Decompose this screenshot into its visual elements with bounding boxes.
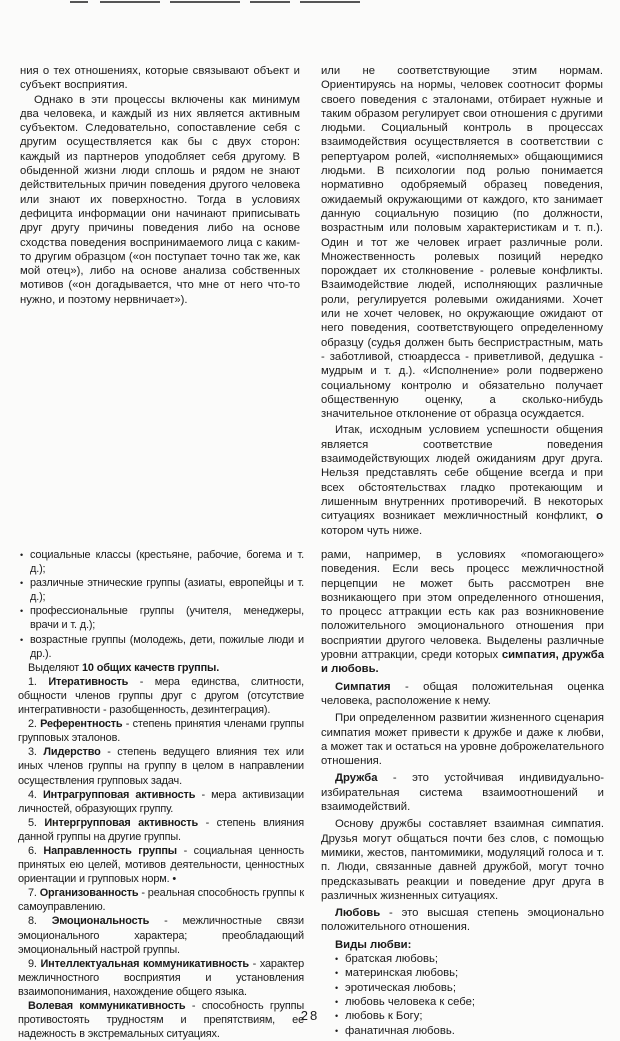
quality-item	[18, 914, 304, 956]
top-left-column	[20, 64, 300, 307]
love-types-heading	[321, 938, 604, 952]
quality-description: - степень ведущего влияния тех или иных членов группы на группу в целом в направлении осуществления групповых задач.	[18, 746, 304, 787]
quality-description: - мера активизации личностей, образующих группу.	[18, 788, 304, 815]
quality-description: - социальная ценность принятых ею целей, мотивов деятельности, ценностных ориентации и групповых норм. •	[18, 844, 304, 886]
love-types-list	[321, 952, 604, 1038]
list-item: • профессиональные группы (учителя, менеджеры, врачи и т. д.);	[18, 604, 304, 632]
quality-number: 6.	[28, 844, 37, 857]
quality-item	[18, 675, 304, 717]
quality-description: - степень принятия членами группы групповых эталонов.	[18, 718, 304, 745]
quality-description: - реальная способность группы к самоуправлению.	[18, 887, 304, 914]
quality-number: 8.	[28, 915, 37, 928]
bottom-right-column	[321, 548, 604, 1038]
quality-description: - межличностные связи эмоционального характера; преобладающий эмоциональный настрой группы.	[18, 915, 304, 956]
quality-description: - способность группы противостоять трудностям и препятствиям, ее надежность в экстремальных ситуациях.	[18, 1000, 304, 1041]
quality-description: - характер межличностного восприятия и установления взаимопонимания, нахождение общего языка.	[18, 957, 304, 998]
quality-term: Эмоциональность	[51, 915, 150, 928]
quality-term: Интергрупповая активность	[44, 816, 199, 829]
paragraph: При определенном развитии жизненного сценария симпатия может привести к дружбе и даже к любви, а может так и остаться на уровне доброжелательного отношения.	[321, 712, 604, 768]
paragraph: Однако в эти процессы включены как минимум два человека, и каждый из них является активным субъектом. Следовательно, сопоставление себя с другим осуществляется как бы с двух сторон: каждый из партнеров уподобляет себя другому. В обыденной жизни люди сплошь и рядом не знают действительных причин поведения другого человека или знают их поверхностно. Тогда в условиях дефицита информации они начинают приписывать друг другу причины поведения либо на основе сходства поведения воспринимаемого лица с каким-то другим образцом («он поступает точно так же, как мой отец»), либо на основе анализа собственных мотивов («он догадывается, что мне от него что-то нужно, и поэтому нервничает»).	[20, 93, 300, 306]
quality-item	[18, 957, 304, 999]
quality-number: 5.	[28, 816, 37, 829]
quality-number: 2.	[28, 718, 37, 731]
list-item: • фанатичная любовь.	[321, 1024, 604, 1038]
quality-number: 7.	[28, 887, 37, 900]
heading-text: Виды любви:	[335, 938, 412, 951]
list-item: • возрастные группы (молодежь, дети, пожилые люди и др.).	[18, 633, 304, 661]
friendship-definition	[321, 771, 604, 814]
quality-term: Лидерство	[43, 746, 101, 759]
quality-item	[18, 745, 304, 787]
bottom-left-column	[18, 548, 304, 1041]
paragraph: или не соответствующие этим нормам. Ориентируясь на нормы, человек соотносит формы своего поведения с эталонами, отбирает нужные и таким образом регулирует свои отношения с другими людьми. Социальный контроль в процессах взаимодействия осуществляется в соответствии с репертуаром ролей, «исполняемых» общающимися людьми. В психологии под ролью понимается нормативно одобряемый образец поведения, ожидаемый окружающими от каждого, кто занимает данную социальную позицию (по должности, возрастным или половым характеристикам и т. п.). Один и тот же человек играет различные роли. Множественность ролевых позиций нередко порождает их столкновение - ролевые конфликты. Взаимодействие людей, исполняющих различные роли, регулируется ролевыми ожиданиями. Хочет или не хочет человек, но окружающие ожидают от него поведения, соответствующего определенному образцу (судья должен быть беспристрастным, мать - заботливой, стюардесса - приветливой, дедушка - мудрым и т. д.). «Исполнение» роли подвержено социальному контролю и обязательно получает общественную оценку, а сколько-нибудь значительное отклонение от образца осуждается.	[321, 65, 603, 421]
quality-item	[18, 886, 304, 914]
paragraph	[321, 423, 603, 537]
intro-text: Выделяют	[28, 661, 80, 674]
term: Симпатия	[335, 680, 391, 693]
paragraph: Основу дружбы составляет взаимная симпатия. Друзья могут общаться почти без слов, с помощью мимики, жестов, пантомимики, модуляций голоса и т. п. Люди, связанные давней дружбой, могут точно предсказывать реакции и поведение друг друга в различных жизненных ситуациях.	[321, 818, 604, 902]
bold-word: о	[596, 510, 603, 523]
list-item: • различные этнические группы (азиаты, европейцы и т. д.);	[18, 576, 304, 604]
definition: - это устойчивая индивидуально-избирательная система взаимоотношений и взаимодействий.	[321, 772, 604, 814]
list-item: • материнская любовь;	[321, 966, 604, 980]
attraction-levels: симпатия, дружба и любовь.	[321, 649, 605, 676]
top-edge-marks	[70, 0, 370, 6]
quality-term: Интрагрупповая активность	[42, 788, 196, 801]
paragraph-text: Итак, исходным условием успешности общения является соответствие поведения взаимодействующих людей ожиданиям друг друга. Нельзя представлять себе общение всегда и при всех обстоятельствах гладко протекающим и лишенным внутренних противоречий. В некоторых ситуациях возникает межличностный конфликт,	[321, 424, 603, 523]
quality-item	[18, 717, 304, 745]
top-right-column	[321, 64, 603, 538]
quality-item	[18, 788, 304, 816]
list-item: • эротическая любовь;	[321, 981, 604, 995]
quality-item	[18, 844, 304, 886]
intro-bold: 10 общих качеств группы.	[82, 661, 220, 674]
quality-term: Итеративность	[48, 675, 129, 688]
paragraph-text: рами, например, в условиях «помогающего» поведения. Если весь процесс межличностной перцепции не может быть рассмотрен вне возникающего при этом определенного отношения, то процесс аттракции есть как раз возникновение положительного эмоционального отношения при восприятии другого человека. Выделены различные уровни аттракции, среди которых	[321, 549, 604, 662]
page-number: 28	[300, 1008, 320, 1023]
quality-number: 9.	[28, 957, 37, 970]
quality-term: Интеллектуальная коммуникативность	[40, 957, 249, 970]
quality-item	[18, 816, 304, 844]
quality-number: 3.	[28, 746, 37, 759]
quality-term: Организованность	[39, 887, 139, 900]
qualities-list	[18, 675, 304, 1041]
list-item: • любовь к Богу;	[321, 1009, 604, 1023]
definition: - общая положительная оценка человека, расположение к нему.	[321, 680, 604, 707]
paragraph	[321, 548, 604, 677]
paragraph: ния о тех отношениях, которые связывают объект и субъект восприятия.	[20, 65, 300, 92]
quality-term: Направленность группы	[43, 844, 177, 857]
group-types-list	[18, 548, 304, 661]
term: Любовь	[335, 907, 381, 920]
qualities-intro	[18, 661, 304, 675]
quality-number: 1.	[28, 675, 37, 688]
quality-description: - степень влияния данной группы на другие группы.	[18, 816, 304, 843]
quality-description: - мера единства, слитности, общности членов группы друг с другом (отсутствие интегративности - разобщенность, дезинтеграция).	[18, 675, 304, 717]
sympathy-definition	[321, 680, 604, 709]
list-item: • братская любовь;	[321, 952, 604, 966]
list-item: • социальные классы (крестьяне, рабочие, богема и т. д.);	[18, 548, 304, 576]
list-item: • любовь человека к себе;	[321, 995, 604, 1009]
quality-number: 4.	[28, 788, 37, 801]
quality-term: Референтность	[40, 718, 123, 731]
paragraph-end: котором чуть ниже.	[321, 524, 423, 537]
definition: - это высшая степень эмоционально положительного отношения.	[321, 907, 604, 934]
quality-term: Волевая коммуникативность	[28, 1000, 186, 1012]
love-definition	[321, 906, 604, 935]
term: Дружба	[335, 772, 378, 785]
